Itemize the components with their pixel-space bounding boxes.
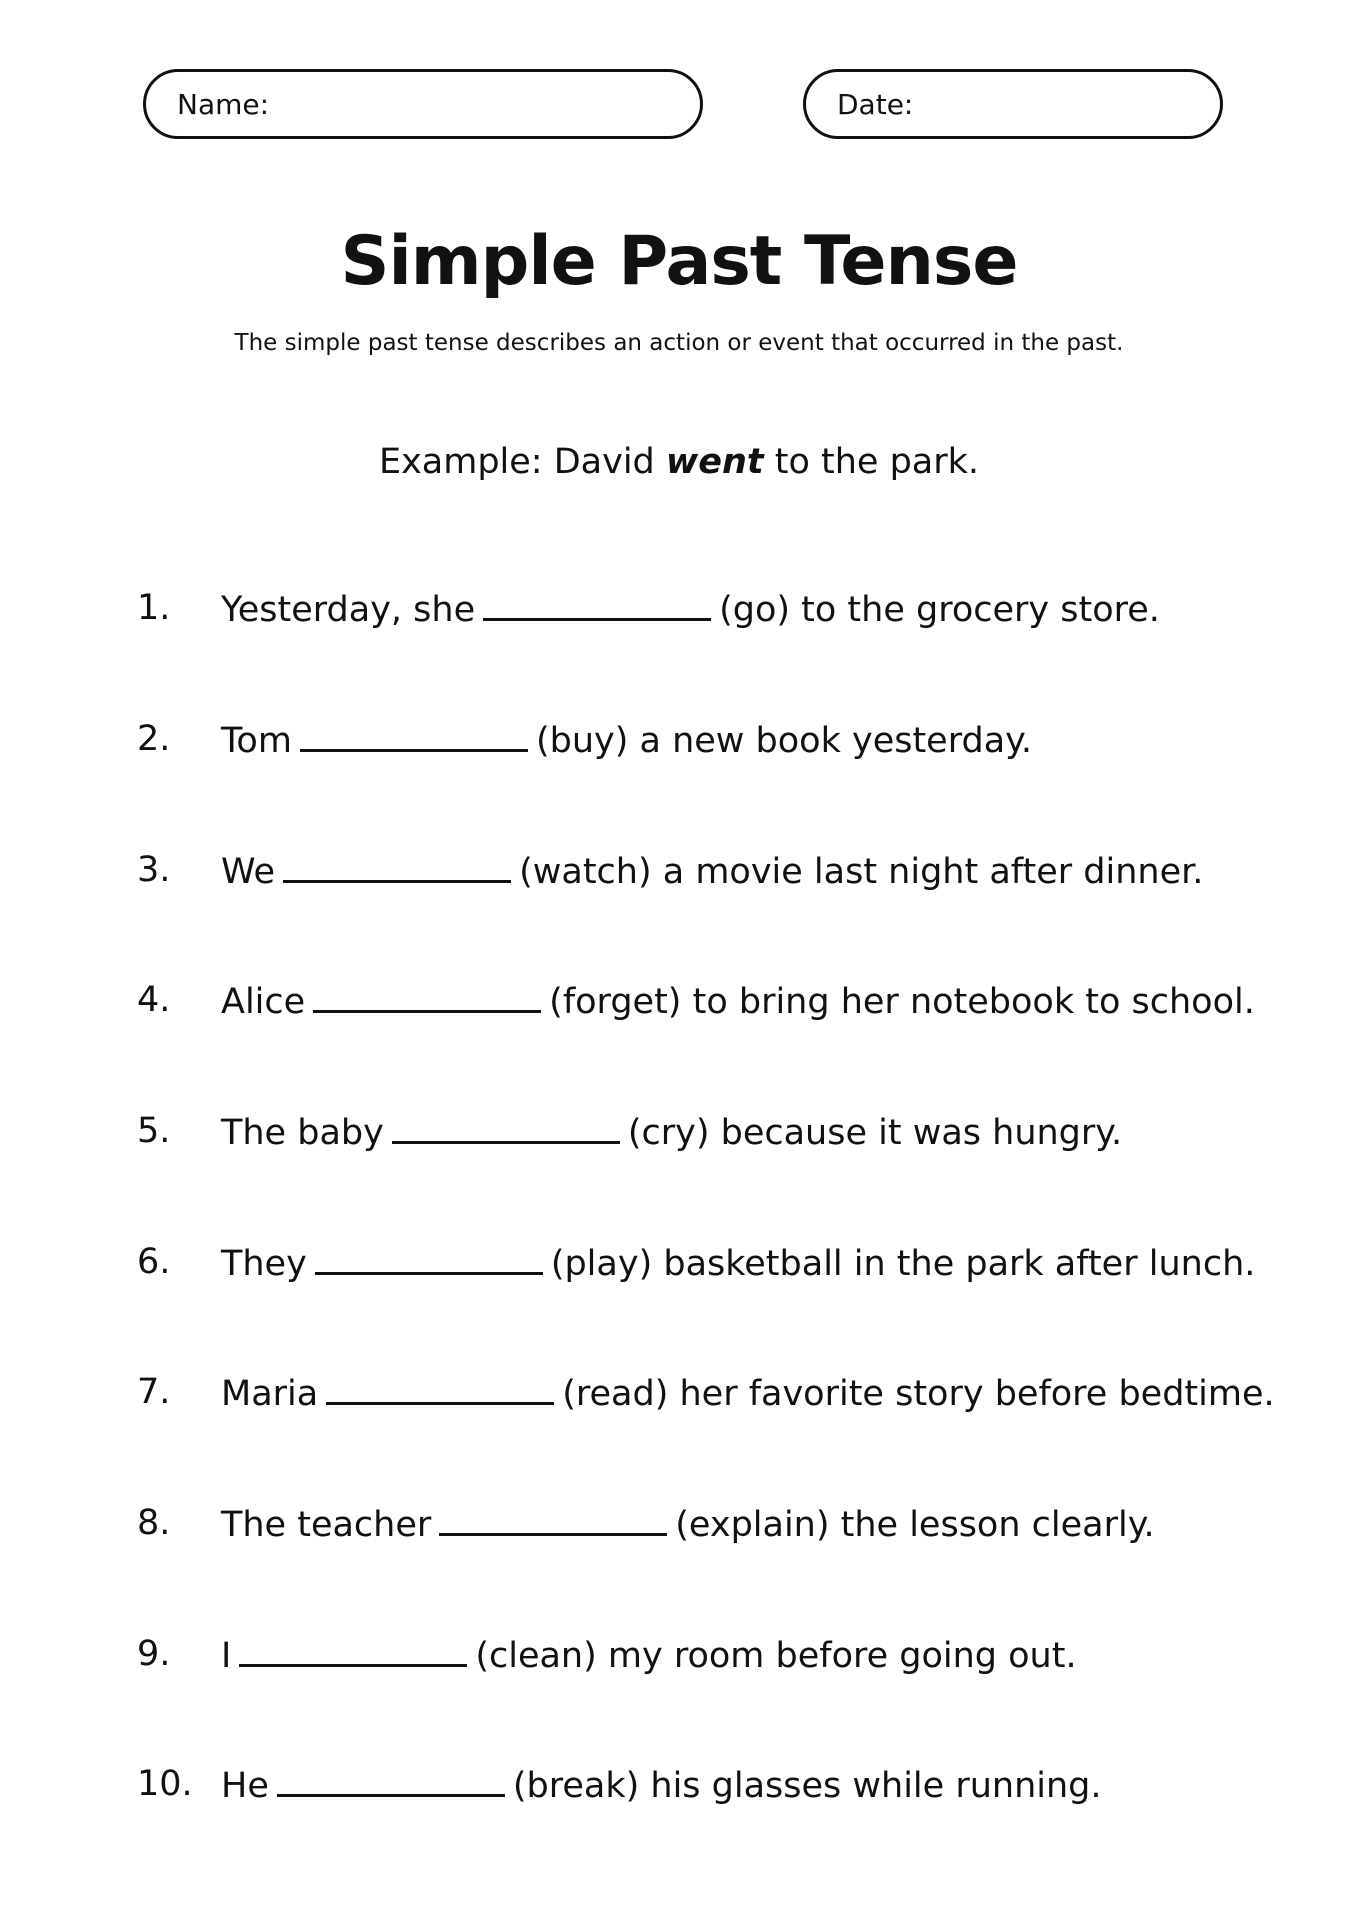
question-number: 3. xyxy=(137,850,171,890)
question-text xyxy=(221,1372,1275,1414)
page-title: Simple Past Tense xyxy=(340,222,1018,301)
answer-blank[interactable] xyxy=(313,980,541,1013)
date-field[interactable] xyxy=(803,69,1223,139)
question-after: (read) her favorite story before bedtime. xyxy=(562,1374,1275,1414)
question-item xyxy=(0,719,1358,779)
question-number: 6. xyxy=(137,1242,171,1282)
name-label: Name: xyxy=(177,87,270,121)
question-number: 8. xyxy=(137,1503,171,1543)
question-before: Tom xyxy=(221,721,292,761)
question-after: (forget) to bring her notebook to school. xyxy=(549,982,1255,1022)
answer-blank[interactable] xyxy=(315,1242,543,1275)
question-text xyxy=(221,980,1255,1022)
question-before: The teacher xyxy=(221,1505,432,1545)
answer-blank[interactable] xyxy=(283,850,511,883)
example-prefix: Example: David xyxy=(378,442,666,482)
question-before: Yesterday, she xyxy=(221,590,476,630)
question-before: They xyxy=(221,1244,307,1284)
question-before: Maria xyxy=(221,1374,319,1414)
question-after: (buy) a new book yesterday. xyxy=(535,721,1033,761)
question-after: (go) to the grocery store. xyxy=(719,590,1160,630)
question-after: (explain) the lesson clearly. xyxy=(675,1505,1155,1545)
question-item xyxy=(0,1372,1358,1432)
question-text xyxy=(221,1242,1255,1284)
question-item xyxy=(0,1634,1358,1694)
answer-blank[interactable] xyxy=(277,1764,505,1797)
example-suffix: to the park. xyxy=(763,442,980,482)
answer-blank[interactable] xyxy=(392,1111,620,1144)
question-number: 5. xyxy=(137,1111,171,1151)
name-field[interactable] xyxy=(143,69,703,139)
question-after: (cry) because it was hungry. xyxy=(627,1113,1123,1153)
question-after: (play) basketball in the park after lunch. xyxy=(550,1244,1256,1284)
question-after: (watch) a movie last night after dinner. xyxy=(519,852,1204,892)
question-before: Alice xyxy=(221,982,306,1022)
question-after: (break) his glasses while running. xyxy=(512,1766,1102,1806)
question-text xyxy=(221,719,1032,761)
question-item xyxy=(0,1503,1358,1563)
question-number: 1. xyxy=(137,588,171,628)
question-number: 2. xyxy=(137,719,171,759)
date-label: Date: xyxy=(837,87,914,121)
question-item xyxy=(0,1764,1358,1824)
question-before: I xyxy=(221,1636,232,1676)
question-item xyxy=(0,1111,1358,1171)
question-number: 7. xyxy=(137,1372,171,1412)
answer-blank[interactable] xyxy=(300,719,528,752)
question-number: 4. xyxy=(137,980,171,1020)
question-before: The baby xyxy=(221,1113,384,1153)
answer-blank[interactable] xyxy=(439,1503,667,1536)
question-before: He xyxy=(221,1766,269,1806)
question-text xyxy=(221,1764,1102,1806)
question-item xyxy=(0,1242,1358,1302)
page-subtitle: The simple past tense describes an action or event that occurred in the past. xyxy=(234,330,1124,356)
question-before: We xyxy=(221,852,276,892)
question-text xyxy=(221,588,1160,630)
question-item xyxy=(0,980,1358,1040)
example-sentence xyxy=(0,442,1358,482)
question-number: 9. xyxy=(137,1634,171,1674)
answer-blank[interactable] xyxy=(326,1372,554,1405)
answer-blank[interactable] xyxy=(483,588,711,621)
example-emphasis: went xyxy=(665,442,764,482)
answer-blank[interactable] xyxy=(239,1634,467,1667)
question-text xyxy=(221,1111,1122,1153)
question-item xyxy=(0,588,1358,648)
question-text xyxy=(221,850,1203,892)
question-text xyxy=(221,1634,1077,1676)
question-number: 10. xyxy=(137,1764,193,1804)
question-text xyxy=(221,1503,1155,1545)
question-after: (clean) my room before going out. xyxy=(475,1636,1077,1676)
question-item xyxy=(0,850,1358,910)
